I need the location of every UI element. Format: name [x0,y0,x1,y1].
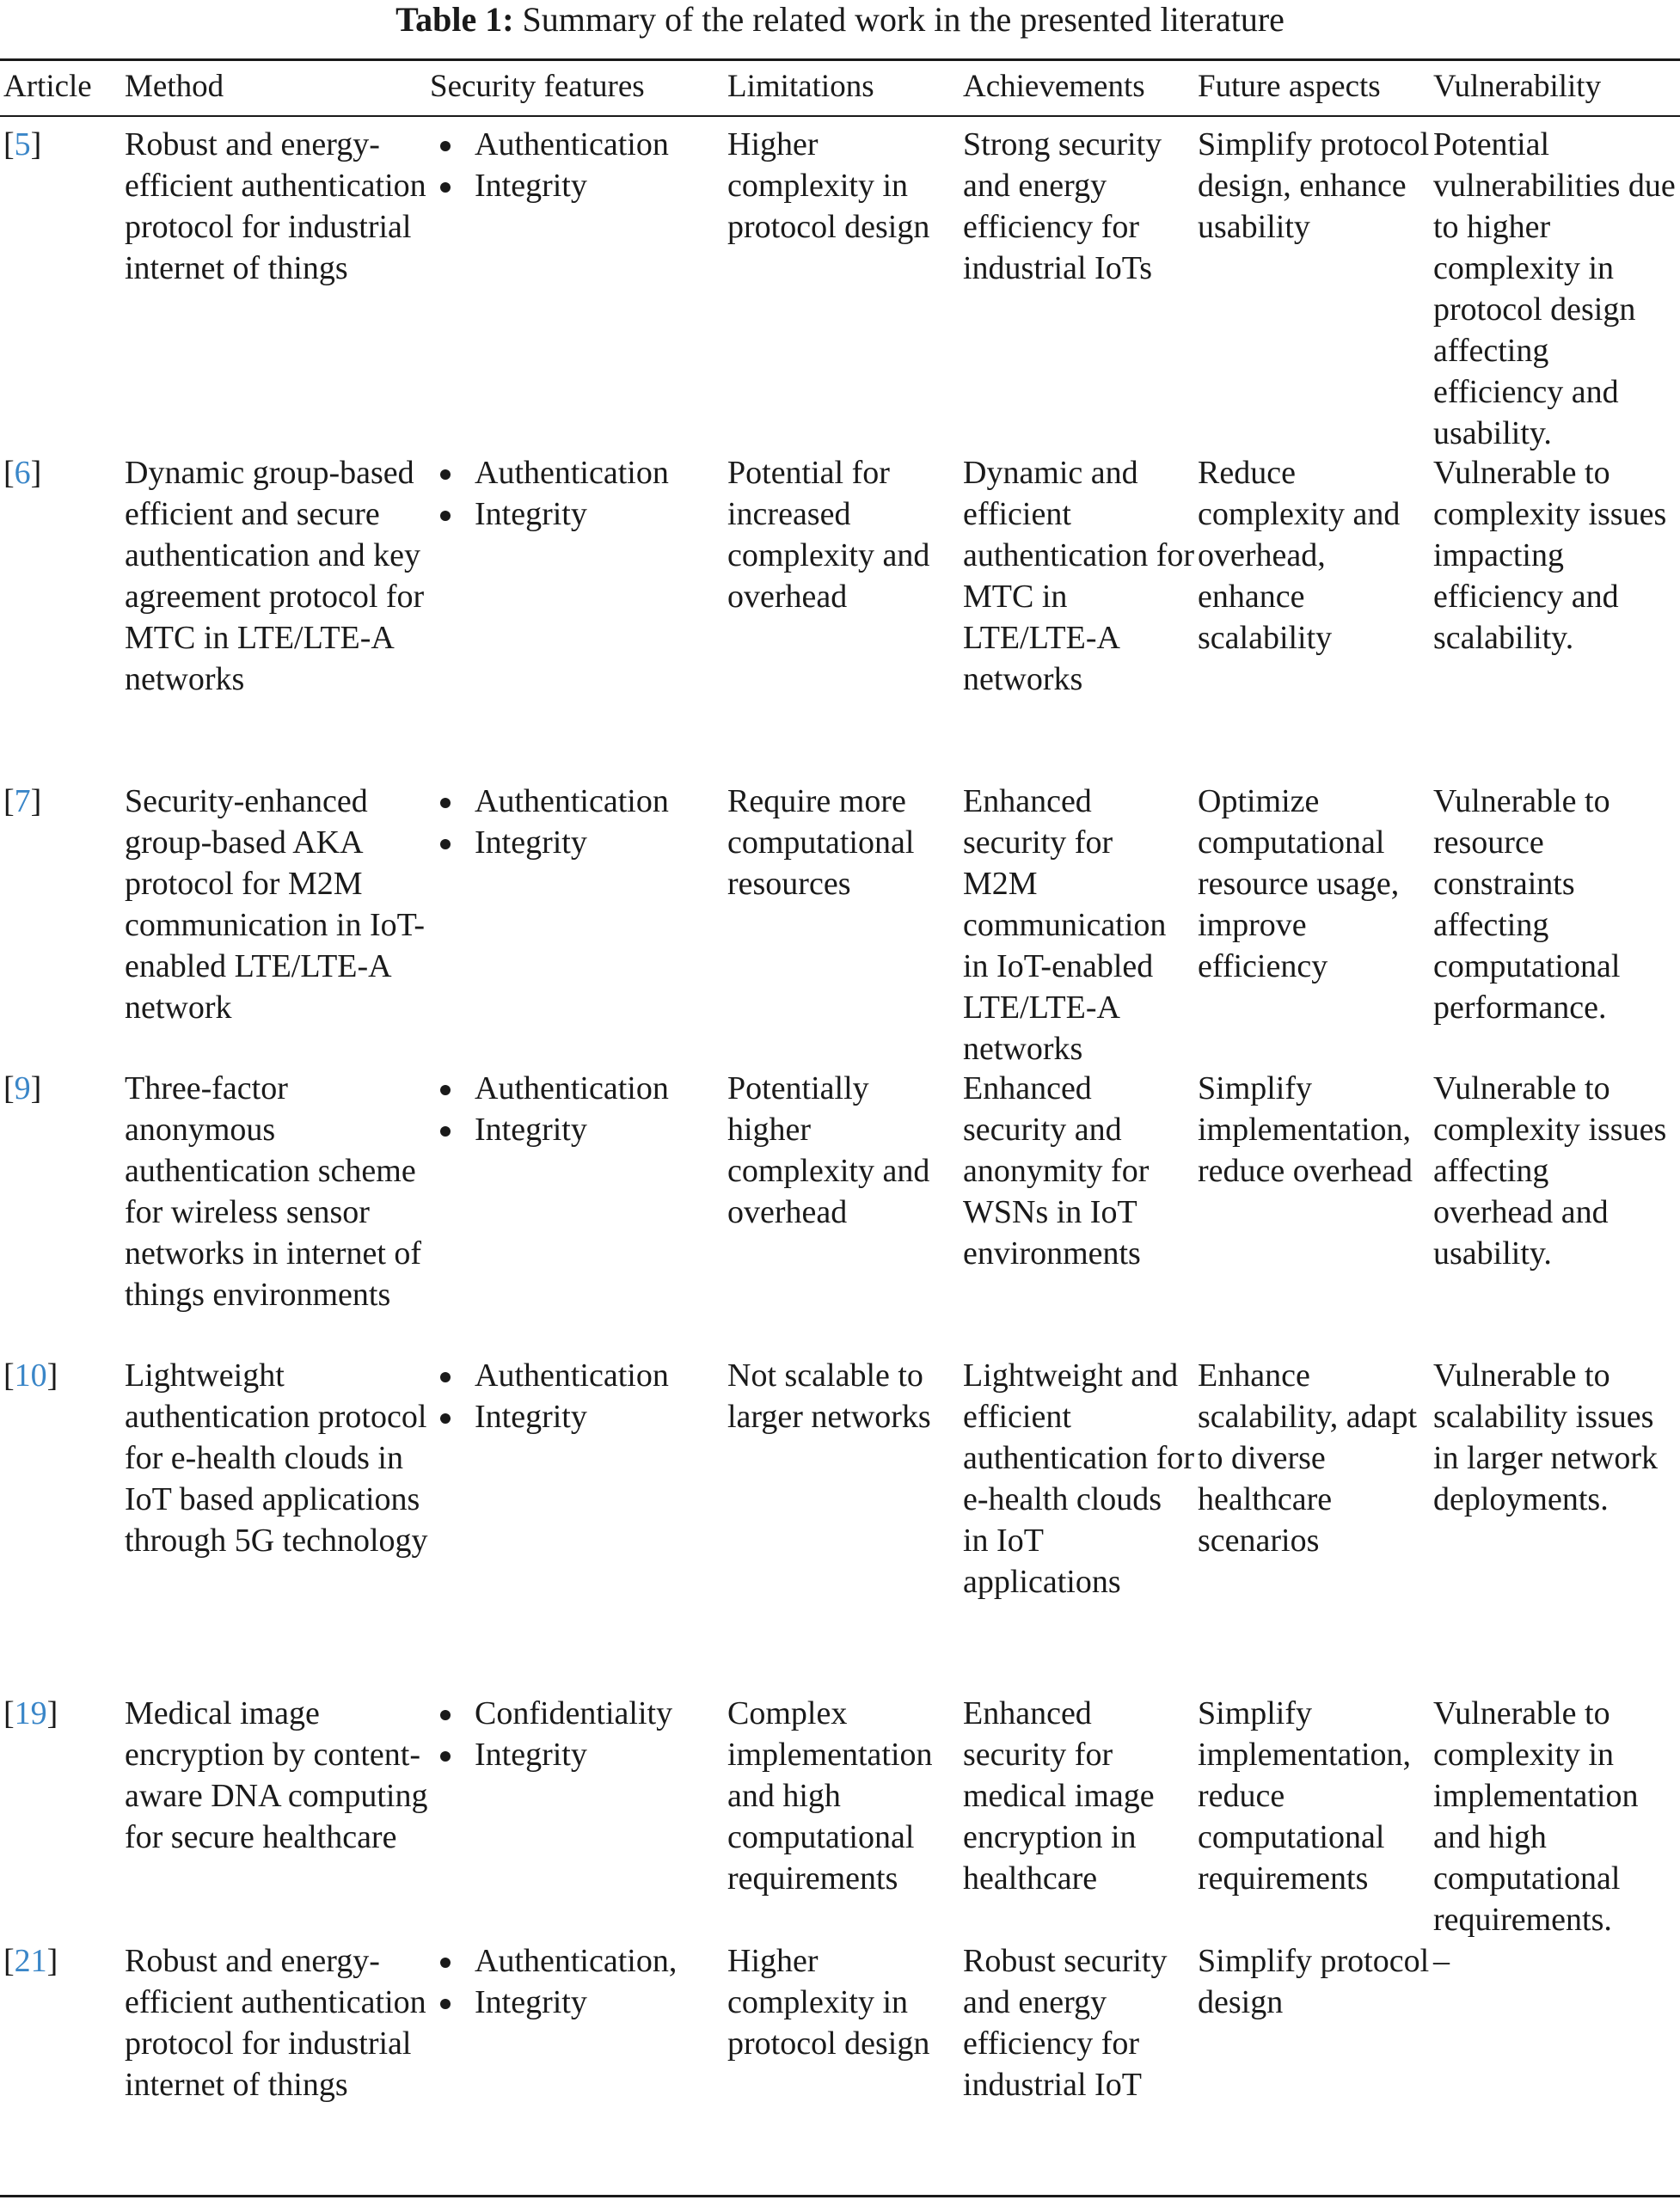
security-features-cell [437,1693,720,1775]
vulnerability-cell: – [1433,1943,1450,1979]
method-cell: Robust and energy-efficient authentication protocol for industrial internet of things [125,1943,426,2103]
article-cell: [21] [3,1943,58,1979]
article-cell: [10] [3,1357,58,1394]
article-cell: [6] [3,455,42,491]
header-method: Method [125,69,224,104]
method-cell: Medical image encryption by content-aware DNA computing for secure healthcare [125,1695,428,1855]
feature-item: Authentication, [437,1940,720,1982]
method-cell: Lightweight authentication protocol for e-health clouds in IoT based applications through 5G technology [125,1357,428,1559]
table-caption [0,0,1680,40]
feature-item: Integrity [437,1734,720,1775]
security-features-cell [437,781,720,863]
citation-link[interactable]: 7 [14,783,31,819]
method-cell: Dynamic group-based efficient and secure authentication and key agreement protocol for MTC in LTE/LTE-A networks [125,455,425,697]
limitations-cell: Require more computational resources [727,783,915,902]
citation-link[interactable]: 19 [14,1695,47,1731]
header-future-aspects: Future aspects [1198,69,1381,104]
feature-item: Authentication [437,124,720,165]
article-cell: [7] [3,783,42,819]
vulnerability-cell: Vulnerable to scalability issues in larger network deployments. [1433,1357,1658,1517]
feature-item: Authentication [437,1068,720,1109]
header-rule [0,115,1680,117]
limitations-cell: Not scalable to larger networks [727,1357,931,1435]
feature-item: Integrity [437,1396,720,1437]
achievements-cell: Strong security and energy efficiency for industrial IoTs [963,126,1162,286]
vulnerability-cell: Potential vulnerabilities due to higher complexity in protocol design affecting efficiency and usability. [1433,126,1676,451]
top-rule [0,58,1680,61]
vulnerability-cell: Vulnerable to complexity in implementation and high computational requirements. [1433,1695,1639,1938]
limitations-cell: Potentially higher complexity and overhead [727,1070,930,1230]
future-aspects-cell: Reduce complexity and overhead, enhance scalability [1198,455,1401,656]
security-features-cell [437,1940,720,2023]
citation-link[interactable]: 5 [14,126,31,162]
header-achievements: Achievements [963,69,1145,104]
achievements-cell: Enhanced security for M2M communication in IoT-enabled LTE/LTE-A networks [963,783,1167,1067]
header-limitations: Limitations [727,69,874,104]
security-features-cell [437,1068,720,1150]
bottom-rule [0,2195,1680,2197]
security-features-cell [437,124,720,206]
limitations-cell: Higher complexity in protocol design [727,1943,930,2062]
method-cell: Robust and energy-efficient authentication protocol for industrial internet of things [125,126,426,286]
achievements-cell: Robust security and energy efficiency for industrial IoT [963,1943,1168,2103]
vulnerability-cell: Vulnerable to complexity issues impacting efficiency and scalability. [1433,455,1667,656]
feature-item: Integrity [437,1109,720,1150]
future-aspects-cell: Optimize computational resource usage, improve efficiency [1198,783,1400,984]
future-aspects-cell: Simplify protocol design, enhance usability [1198,126,1430,245]
feature-item: Integrity [437,822,720,863]
achievements-cell: Dynamic and efficient authentication for MTC in LTE/LTE-A networks [963,455,1195,697]
article-cell: [5] [3,126,42,162]
table-caption-text: Summary of the related work in the presented literature [522,0,1285,39]
feature-item: Integrity [437,493,720,535]
limitations-cell: Higher complexity in protocol design [727,126,930,245]
achievements-cell: Lightweight and efficient authentication for e-health clouds in IoT applications [963,1357,1195,1600]
feature-item: Confidentiality [437,1693,720,1734]
feature-item: Integrity [437,1982,720,2023]
future-aspects-cell: Simplify protocol design [1198,1943,1430,2020]
header-vulnerability: Vulnerability [1433,69,1602,104]
achievements-cell: Enhanced security and anonymity for WSNs in IoT environments [963,1070,1150,1272]
limitations-cell: Potential for increased complexity and overhead [727,455,930,615]
header-article: Article [3,69,92,104]
table-header [0,65,1680,108]
header-security-features: Security features [430,69,645,104]
security-features-cell [437,452,720,535]
future-aspects-cell: Enhance scalability, adapt to diverse healthcare scenarios [1198,1357,1417,1559]
feature-item: Authentication [437,781,720,822]
method-cell: Three-factor anonymous authentication scheme for wireless sensor networks in internet of things environments [125,1070,422,1313]
vulnerability-cell: Vulnerable to complexity issues affecting overhead and usability. [1433,1070,1667,1272]
security-features-cell [437,1355,720,1437]
method-cell: Security-enhanced group-based AKA protocol for M2M communication in IoT-enabled LTE/LTE-A network [125,783,425,1026]
citation-link[interactable]: 10 [14,1357,47,1394]
feature-item: Authentication [437,452,720,493]
article-cell: [19] [3,1695,58,1731]
citation-link[interactable]: 21 [14,1943,47,1979]
achievements-cell: Enhanced security for medical image encryption in healthcare [963,1695,1155,1897]
future-aspects-cell: Simplify implementation, reduce overhead [1198,1070,1413,1189]
table-caption-label: Table 1: [395,0,514,39]
citation-link[interactable]: 9 [14,1070,31,1106]
vulnerability-cell: Vulnerable to resource constraints affecting computational performance. [1433,783,1621,1026]
feature-item: Authentication [437,1355,720,1396]
future-aspects-cell: Simplify implementation, reduce computational requirements [1198,1695,1412,1897]
article-cell: [9] [3,1070,42,1106]
citation-link[interactable]: 6 [14,455,31,491]
feature-item: Integrity [437,165,720,206]
limitations-cell: Complex implementation and high computational requirements [727,1695,933,1897]
